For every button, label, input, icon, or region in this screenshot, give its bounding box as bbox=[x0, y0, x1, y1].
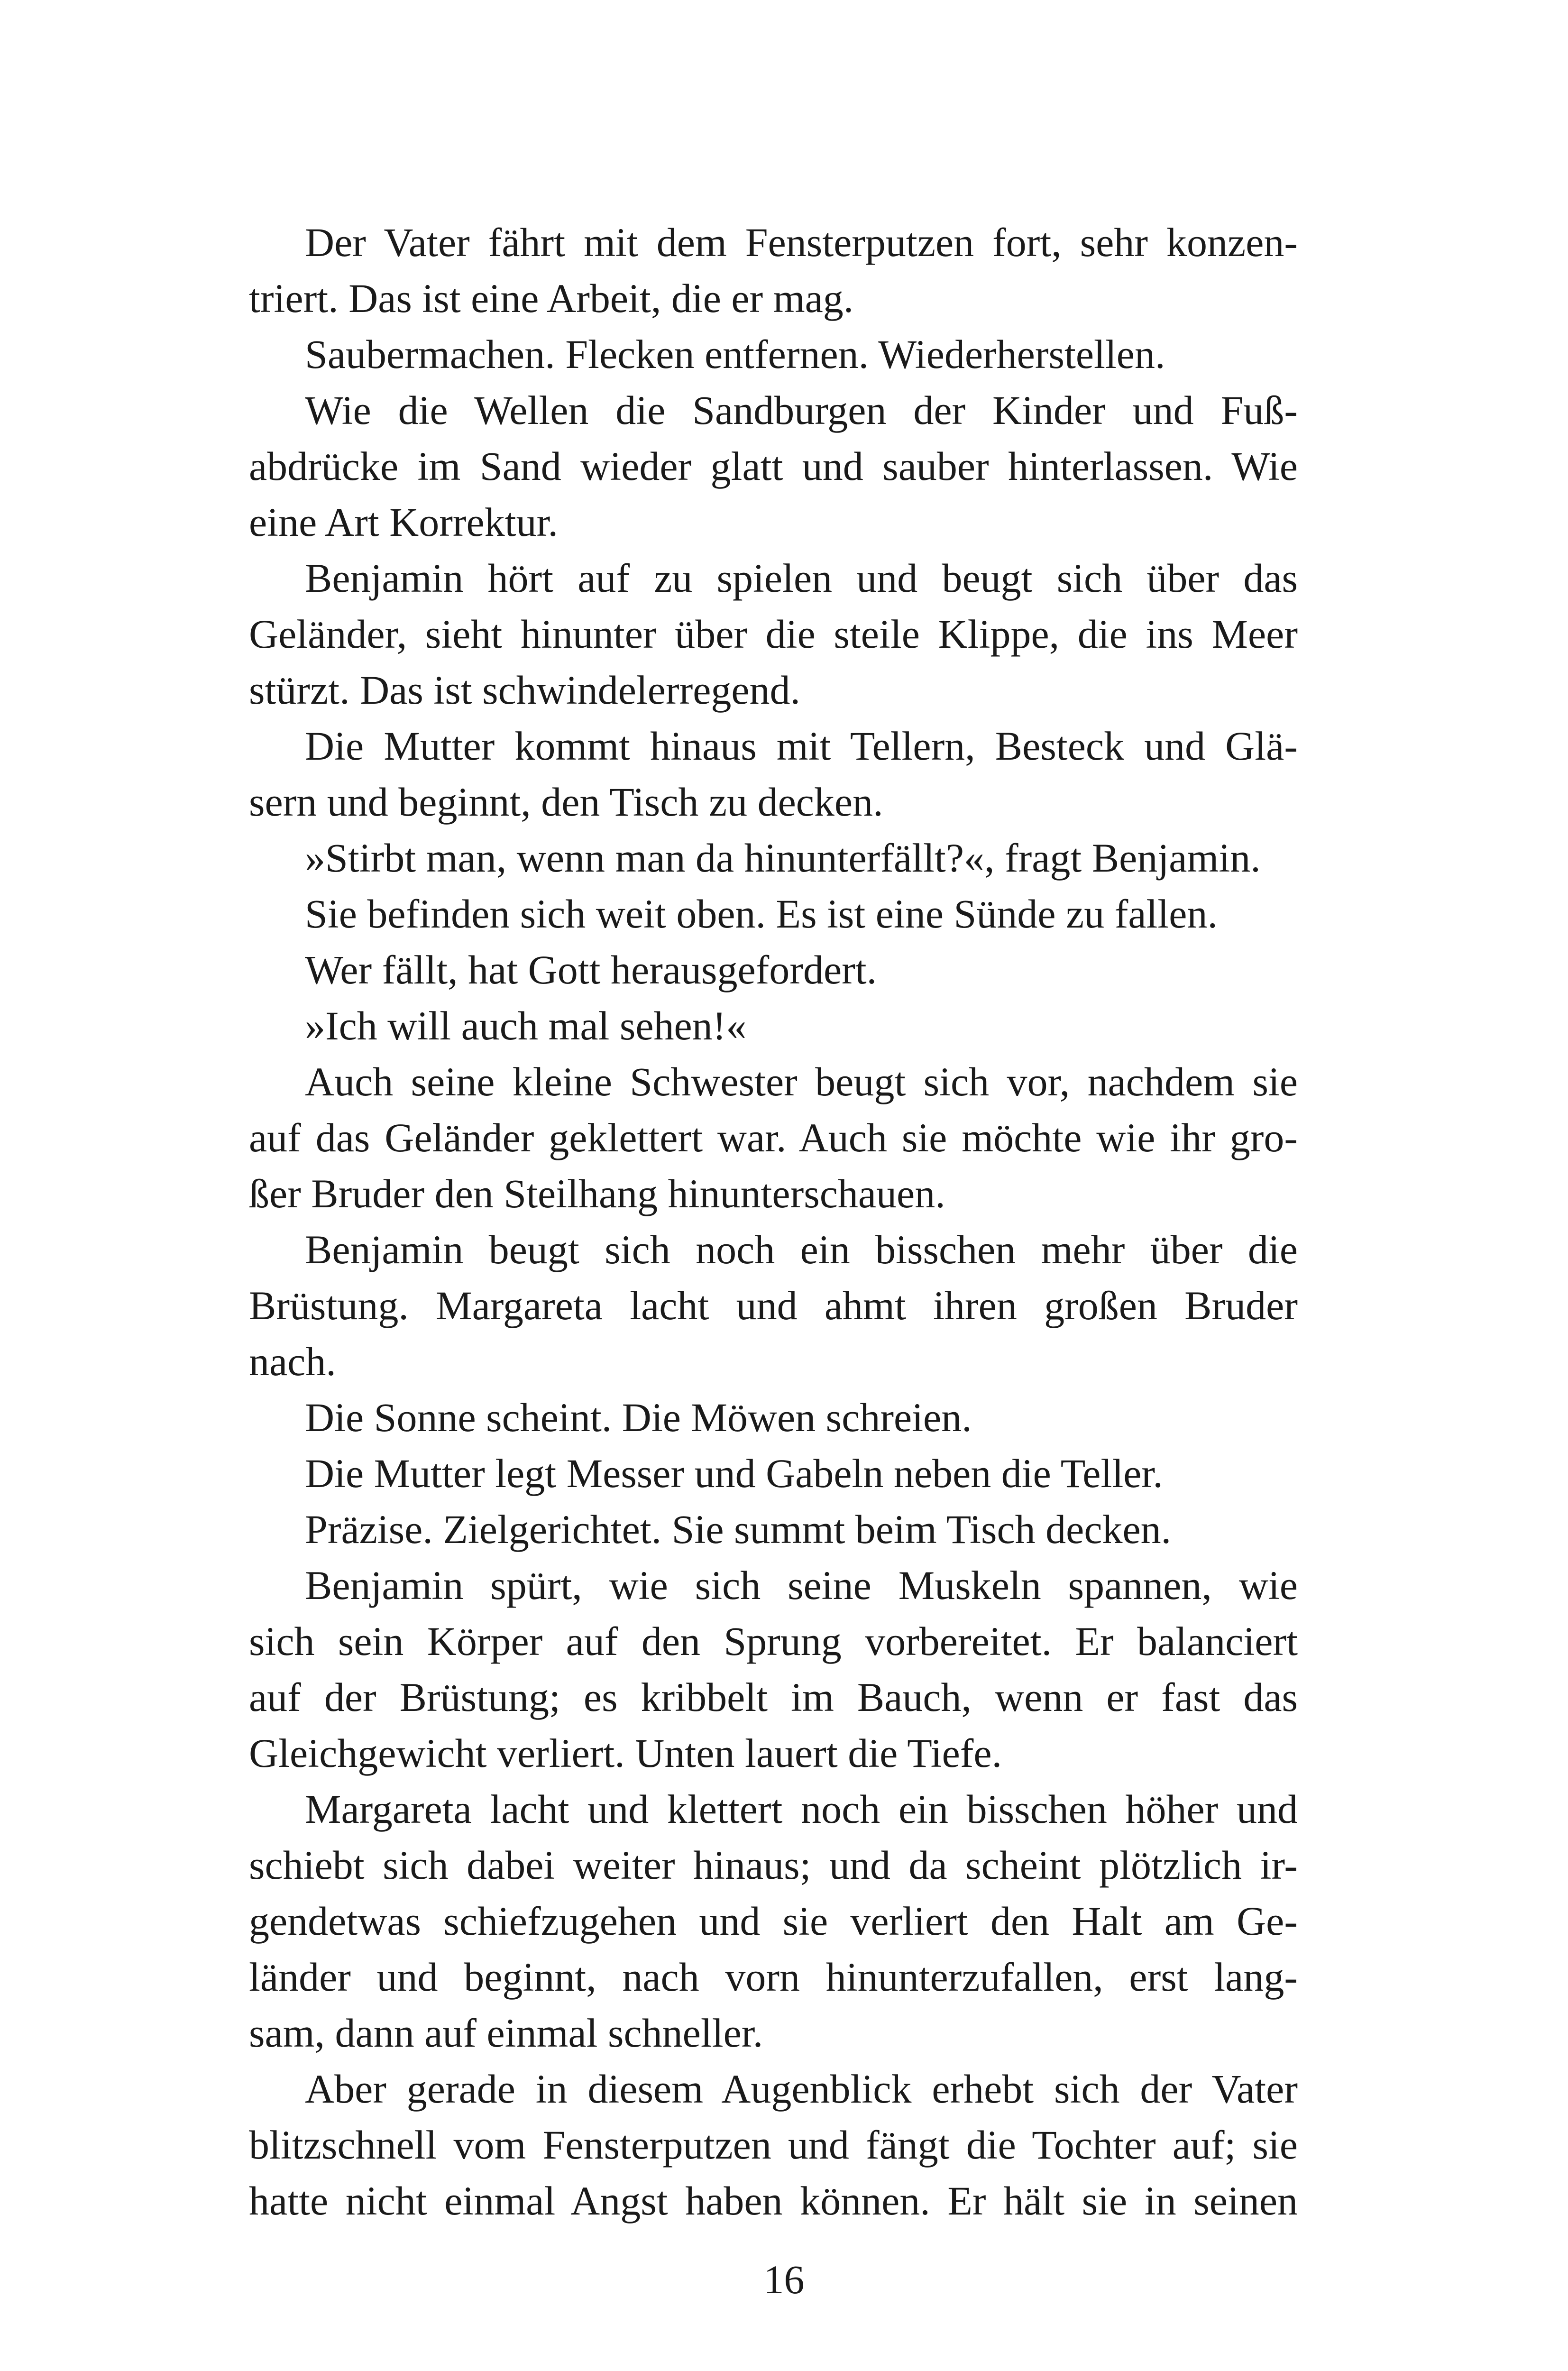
text-line: Wie die Wellen die Sandburgen der Kinder und Fuß- bbox=[305, 387, 1298, 433]
text-line: sich sein Körper auf den Sprung vorbereitet. Er balanciert bbox=[249, 1618, 1298, 1664]
text-line: Auch seine kleine Schwester beugt sich vor, nachdem sie bbox=[305, 1059, 1298, 1104]
text-line: abdrücke im Sand wieder glatt und sauber hinterlassen. Wie bbox=[249, 443, 1298, 489]
body-text bbox=[249, 214, 1298, 2229]
text-line: »Stirbt man, wenn man da hinunterfällt?«, fragt Benjamin. bbox=[305, 835, 1261, 881]
text-line: Der Vater fährt mit dem Fensterputzen fort, sehr konzen- bbox=[305, 220, 1298, 265]
text-line: sam, dann auf einmal schneller. bbox=[249, 2010, 763, 2056]
paragraph bbox=[249, 998, 1298, 1054]
paragraph bbox=[249, 1781, 1298, 2061]
text-line: länder und beginnt, nach vorn hinunterzufallen, erst lang- bbox=[249, 1954, 1298, 2000]
text-line: eine Art Korrektur. bbox=[249, 499, 558, 545]
text-line: Wer fällt, hat Gott herausgefordert. bbox=[305, 947, 877, 993]
text-line: auf das Geländer geklettert war. Auch sie möchte wie ihr gro- bbox=[249, 1115, 1298, 1160]
text-line: Die Mutter kommt hinaus mit Tellern, Besteck und Glä- bbox=[305, 723, 1298, 769]
text-line: triert. Das ist eine Arbeit, die er mag. bbox=[249, 276, 854, 321]
paragraph bbox=[249, 2061, 1298, 2229]
text-line: Saubermachen. Flecken entfernen. Wiederherstellen. bbox=[305, 331, 1165, 377]
paragraph bbox=[249, 326, 1298, 382]
text-line: Benjamin hört auf zu spielen und beugt sich über das bbox=[305, 555, 1298, 601]
paragraph bbox=[249, 718, 1298, 830]
text-line: Geländer, sieht hinunter über die steile Klippe, die ins Meer bbox=[249, 611, 1298, 657]
paragraph bbox=[249, 1557, 1298, 1781]
text-line: Margareta lacht und klettert noch ein bisschen höher und bbox=[305, 1786, 1298, 1832]
text-line: ßer Bruder den Steilhang hinunterschauen. bbox=[249, 1171, 945, 1216]
text-line: Die Sonne scheint. Die Möwen schreien. bbox=[305, 1395, 972, 1440]
text-line: schiebt sich dabei weiter hinaus; und da scheint plötzlich ir- bbox=[249, 1842, 1298, 1888]
paragraph bbox=[249, 1054, 1298, 1222]
text-line: Aber gerade in diesem Augenblick erhebt sich der Vater bbox=[305, 2066, 1298, 2112]
text-line: stürzt. Das ist schwindelerregend. bbox=[249, 667, 801, 713]
text-line: Präzise. Zielgerichtet. Sie summt beim Tisch decken. bbox=[305, 1507, 1172, 1552]
text-line: auf der Brüstung; es kribbelt im Bauch, wenn er fast das bbox=[249, 1674, 1298, 1720]
text-line: nach. bbox=[249, 1339, 336, 1384]
text-line: sern und beginnt, den Tisch zu decken. bbox=[249, 779, 883, 825]
paragraph bbox=[249, 830, 1298, 886]
text-line: blitzschnell vom Fensterputzen und fängt die Tochter auf; sie bbox=[249, 2122, 1298, 2168]
paragraph bbox=[249, 1501, 1298, 1557]
page-number: 16 bbox=[763, 2257, 805, 2302]
paragraph bbox=[249, 942, 1298, 998]
text-line: Brüstung. Margareta lacht und ahmt ihren großen Bruder bbox=[249, 1283, 1298, 1328]
paragraph bbox=[249, 1445, 1298, 1501]
text-line: Benjamin beugt sich noch ein bisschen mehr über die bbox=[305, 1227, 1298, 1272]
text-line: »Ich will auch mal sehen!« bbox=[305, 1003, 747, 1048]
paragraph bbox=[249, 382, 1298, 550]
text-line: hatte nicht einmal Angst haben können. Er hält sie in seinen bbox=[249, 2178, 1298, 2224]
text-line: Benjamin spürt, wie sich seine Muskeln spannen, wie bbox=[305, 1562, 1298, 1608]
paragraph bbox=[249, 886, 1298, 942]
text-line: Sie befinden sich weit oben. Es ist eine Sünde zu fallen. bbox=[305, 891, 1218, 937]
text-line: gendetwas schiefzugehen und sie verliert den Halt am Ge- bbox=[249, 1898, 1298, 1944]
text-line: Gleichgewicht verliert. Unten lauert die Tiefe. bbox=[249, 1730, 1002, 1776]
text-line: Die Mutter legt Messer und Gabeln neben die Teller. bbox=[305, 1451, 1163, 1496]
paragraph bbox=[249, 1222, 1298, 1389]
paragraph bbox=[249, 214, 1298, 326]
paragraph bbox=[249, 1389, 1298, 1445]
paragraph bbox=[249, 550, 1298, 718]
